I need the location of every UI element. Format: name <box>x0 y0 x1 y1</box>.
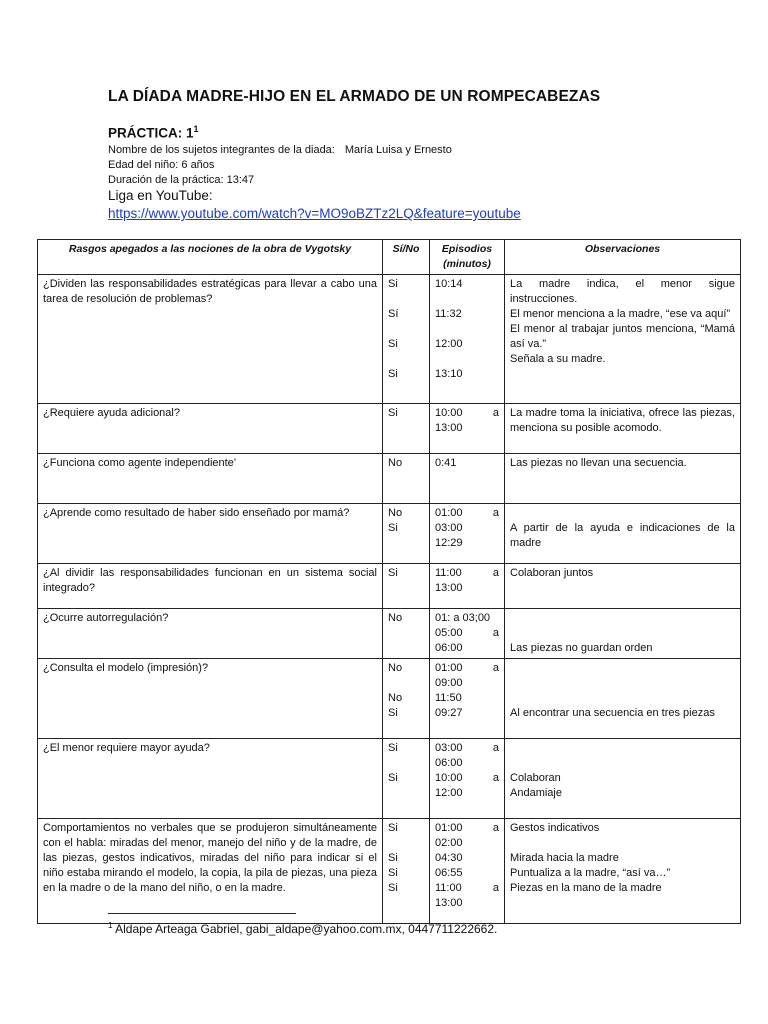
observation-text: La madre toma la iniciativa, ofrece las piezas, menciona su posible acomodo. <box>510 407 735 434</box>
document-title: LA DÍADA MADRE-HIJO EN EL ARMADO DE UN ROMPECABEZAS <box>108 88 601 105</box>
episode-line <box>435 626 499 641</box>
sino-cell <box>383 659 430 739</box>
observaciones-cell <box>505 659 741 739</box>
episode-line <box>435 421 499 436</box>
sino-value <box>388 486 424 501</box>
episode-line <box>435 436 499 451</box>
episode-time: 01: a 03;00 <box>435 612 491 624</box>
observation-text <box>510 836 735 851</box>
footnote-number: 1 <box>108 921 113 930</box>
episode-line <box>435 292 499 307</box>
sino-value <box>388 786 424 801</box>
sino-cell <box>383 454 430 504</box>
observation-text <box>510 756 735 771</box>
episodios-cell <box>430 564 505 609</box>
observation-text <box>510 506 735 521</box>
sino-value <box>388 801 424 816</box>
table-row <box>38 404 741 454</box>
episodios-cell <box>430 275 505 404</box>
episodios-cell <box>430 609 505 659</box>
episode-connector: a <box>492 772 499 784</box>
table-row <box>38 454 741 504</box>
episode-time: 09:27 <box>435 707 463 719</box>
observaciones-cell <box>505 819 741 924</box>
sino-value: No <box>388 457 403 469</box>
sino-value: No <box>388 692 403 704</box>
header-episodios: Episodios (minutos) <box>430 240 505 275</box>
sino-value <box>388 436 424 451</box>
sino-value <box>388 292 424 307</box>
rasgo-cell: ¿Al dividir las responsabilidades funcionan en un sistema social integrado? <box>38 564 383 609</box>
youtube-label: Liga en YouTube: <box>108 188 213 203</box>
observation-text: Puntualiza a la madre, “así va…” <box>510 867 671 879</box>
header-rasgos: Rasgos apegados a las nociones de la obra de Vygotsky <box>38 240 383 275</box>
episode-line <box>435 566 499 581</box>
sino-value <box>388 581 424 596</box>
observation-text: Al encontrar una secuencia en tres piezas <box>510 707 715 719</box>
sino-value <box>388 421 424 436</box>
sino-value: Si <box>388 707 398 719</box>
episode-line <box>435 771 499 786</box>
sino-value <box>388 536 424 551</box>
observation-text <box>510 661 735 676</box>
episode-connector: a <box>492 742 499 754</box>
sino-value <box>388 756 424 771</box>
table-row <box>38 564 741 609</box>
footnote-divider <box>108 913 296 914</box>
sino-value: No <box>388 612 403 624</box>
episode-time: 04:30 <box>435 852 463 864</box>
episode-line <box>435 756 499 771</box>
episode-line <box>435 676 499 691</box>
episode-time: 13:10 <box>435 368 463 380</box>
episode-line <box>435 661 499 676</box>
episode-time: 06:00 <box>435 642 463 654</box>
episode-line <box>435 352 499 367</box>
episodios-cell <box>430 739 505 819</box>
observaciones-cell <box>505 564 741 609</box>
episode-line <box>435 322 499 337</box>
table-row <box>38 819 741 924</box>
header-sino: Sí/No <box>383 240 430 275</box>
episode-time: 06:55 <box>435 867 463 879</box>
episode-line <box>435 641 499 656</box>
episode-time: 0:41 <box>435 457 457 469</box>
practica-heading <box>108 124 199 141</box>
episode-line <box>435 866 499 881</box>
sino-value: No <box>388 662 403 674</box>
sino-value: Si <box>388 742 398 754</box>
table-row <box>38 659 741 739</box>
table-row <box>38 504 741 564</box>
episode-time: 12:29 <box>435 537 463 549</box>
observation-text <box>510 626 735 641</box>
sino-value: Si <box>388 567 398 579</box>
sino-value: Si <box>388 522 398 534</box>
sino-value <box>388 322 424 337</box>
episode-line <box>435 506 499 521</box>
observaciones-cell <box>505 609 741 659</box>
episode-time: 12:00 <box>435 787 463 799</box>
observation-text: Mirada hacia la madre <box>510 852 619 864</box>
episodios-cell <box>430 454 505 504</box>
sino-cell <box>383 819 430 924</box>
episode-line <box>435 382 499 397</box>
table-body <box>38 275 741 924</box>
observation-text: El menor menciona a la madre, “ese va aquí” <box>510 308 731 320</box>
episodios-cell <box>430 404 505 454</box>
sino-value <box>388 896 424 911</box>
episode-time: 11:32 <box>435 308 462 320</box>
subjects-label: Nombre de los sujetos integrantes de la diada: <box>108 144 335 156</box>
subjects-line <box>108 143 452 158</box>
table-row <box>38 739 741 819</box>
episode-time: 11:50 <box>435 692 462 704</box>
episode-connector: a <box>492 822 499 834</box>
episode-time: 03:00 <box>435 742 463 754</box>
episode-time: 12:00 <box>435 338 463 350</box>
sino-value: Si <box>388 852 398 864</box>
episode-connector: a <box>492 407 499 419</box>
episode-line <box>435 786 499 801</box>
rasgo-cell: ¿El menor requiere mayor ayuda? <box>38 739 383 819</box>
observation-text: Las piezas no guardan orden <box>510 642 653 654</box>
episodios-cell <box>430 819 505 924</box>
sino-cell <box>383 404 430 454</box>
episode-line <box>435 536 499 551</box>
episode-line <box>435 836 499 851</box>
observation-text: Colaboran <box>510 772 561 784</box>
episode-line <box>435 307 499 322</box>
table-row <box>38 609 741 659</box>
sino-cell <box>383 609 430 659</box>
sino-value: Si <box>388 867 398 879</box>
observaciones-cell <box>505 739 741 819</box>
episode-line <box>435 337 499 352</box>
sino-value: Si <box>388 368 398 380</box>
sino-value <box>388 626 424 641</box>
observaciones-cell <box>505 454 741 504</box>
sino-value: No <box>388 507 403 519</box>
episode-line <box>435 821 499 836</box>
sino-value <box>388 382 424 397</box>
observation-text: Colaboran juntos <box>510 567 594 579</box>
episode-line <box>435 456 499 471</box>
episode-line <box>435 521 499 536</box>
observation-text: La madre indica, el menor sigue instrucciones. <box>510 278 735 305</box>
observation-text <box>510 741 735 756</box>
rasgo-cell: ¿Ocurre autorregulación? <box>38 609 383 659</box>
episode-time: 11:00 <box>435 567 462 579</box>
observation-text <box>510 676 735 691</box>
episode-time: 10:00 <box>435 772 463 784</box>
episode-line <box>435 611 499 626</box>
observation-text: El menor al trabajar juntos menciona, “Mamá así va.” <box>510 323 735 350</box>
practice-duration: Duración de la práctica: 13:47 <box>108 174 255 186</box>
observaciones-cell <box>505 504 741 564</box>
observation-text: Señala a su madre. <box>510 353 606 365</box>
sino-value: Sí <box>388 308 399 320</box>
sino-cell <box>383 504 430 564</box>
episode-time: 09:00 <box>435 677 463 689</box>
practica-label: PRÁCTICA: 1 <box>108 125 194 141</box>
sino-value: Si <box>388 772 398 784</box>
observation-text: Gestos indicativos <box>510 822 600 834</box>
rasgo-cell: ¿Requiere ayuda adicional? <box>38 404 383 454</box>
observation-text <box>510 611 735 626</box>
episode-line <box>435 851 499 866</box>
episode-time: 02:00 <box>435 837 463 849</box>
sino-value: Si <box>388 822 398 834</box>
episode-connector: a <box>492 567 499 579</box>
observation-text: Andamiaje <box>510 787 562 799</box>
rasgo-cell: ¿Funciona como agente independiente’ <box>38 454 383 504</box>
observation-text: Piezas en la mano de la madre <box>510 882 662 894</box>
episode-time: 03:00 <box>435 522 463 534</box>
episodios-cell <box>430 504 505 564</box>
episode-line <box>435 691 499 706</box>
episode-time: 13:00 <box>435 422 463 434</box>
episode-time: 05:00 <box>435 627 463 639</box>
episodios-cell <box>430 659 505 739</box>
episode-line <box>435 741 499 756</box>
child-age: Edad del niño: 6 años <box>108 159 215 171</box>
observation-text <box>510 691 735 706</box>
observation-table <box>37 239 741 924</box>
sino-value <box>388 352 424 367</box>
episode-time: 01:00 <box>435 822 463 834</box>
episode-time: 10:00 <box>435 407 463 419</box>
episode-line <box>435 581 499 596</box>
subjects-value: María Luisa y Ernesto <box>344 144 452 156</box>
youtube-link[interactable]: https://www.youtube.com/watch?v=MO9oBZTz2LQ&feature=youtube <box>108 206 521 221</box>
episode-line <box>435 277 499 292</box>
episode-line <box>435 881 499 896</box>
episode-connector: a <box>492 507 499 519</box>
episode-connector: a <box>492 882 499 894</box>
footnote-text: Aldape Arteaga Gabriel, gabi_aldape@yahoo.com.mx, 0447711222662. <box>115 922 498 936</box>
episode-time: 13:00 <box>435 897 463 909</box>
sino-value <box>388 471 424 486</box>
table-row <box>38 275 741 404</box>
episode-line <box>435 706 499 721</box>
sino-value <box>388 676 424 691</box>
footnote <box>108 921 497 936</box>
episode-time: 13:00 <box>435 582 463 594</box>
sino-value <box>388 836 424 851</box>
rasgo-cell: ¿Consulta el modelo (impresión)? <box>38 659 383 739</box>
episode-line <box>435 896 499 911</box>
episode-connector: a <box>492 662 499 674</box>
rasgo-cell: ¿Aprende como resultado de haber sido enseñado por mamá? <box>38 504 383 564</box>
sino-value <box>388 641 424 656</box>
sino-value: Si <box>388 278 398 290</box>
episode-line <box>435 471 499 486</box>
sino-value: Si <box>388 882 398 894</box>
episode-line <box>435 486 499 501</box>
sino-cell <box>383 739 430 819</box>
episode-line <box>435 367 499 382</box>
footnote-ref[interactable]: 1 <box>193 124 199 134</box>
table-header-row <box>38 240 741 275</box>
episode-connector: a <box>492 627 499 639</box>
sino-value: Si <box>388 338 398 350</box>
episode-time: 10:14 <box>435 278 463 290</box>
episode-time: 01:00 <box>435 507 463 519</box>
rasgo-cell: Comportamientos no verbales que se produjeron simultáneamente con el habla: miradas del menor, manejo del niño y de la madre, de las piezas, gestos indicativos, miradas del niño para indicar si el niño estaba mirando el modelo, la copia, la pila de piezas, una pieza en la madre o de la mano del niño, o en la madre. <box>38 819 383 924</box>
observaciones-cell <box>505 275 741 404</box>
episode-line <box>435 721 499 736</box>
observation-text: Las piezas no llevan una secuencia. <box>510 457 687 469</box>
rasgo-cell: ¿Dividen las responsabilidades estratégicas para llevar a cabo una tarea de resolución de problemas? <box>38 275 383 404</box>
sino-cell <box>383 275 430 404</box>
episode-line <box>435 801 499 816</box>
episode-time: 11:00 <box>435 882 462 894</box>
header-observaciones: Observaciones <box>505 240 741 275</box>
episode-line <box>435 406 499 421</box>
observation-text: A partir de la ayuda e indicaciones de la madre <box>510 522 735 549</box>
episode-time: 06:00 <box>435 757 463 769</box>
episode-time: 01:00 <box>435 662 463 674</box>
sino-value: Si <box>388 407 398 419</box>
sino-value <box>388 721 424 736</box>
sino-cell <box>383 564 430 609</box>
observaciones-cell <box>505 404 741 454</box>
